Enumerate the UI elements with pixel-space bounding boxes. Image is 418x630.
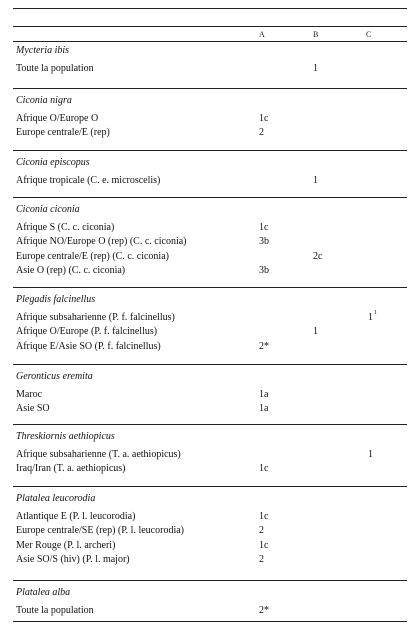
species-heading-row <box>0 493 418 506</box>
population-row <box>0 525 418 538</box>
column-header-b: B <box>313 30 319 39</box>
population-name: Asie SO/S (hiv) (P. l. major) <box>16 554 130 565</box>
population-name: Asie SO <box>16 403 50 414</box>
population-name: Mer Rouge (P. l. archeri) <box>16 539 116 551</box>
group-divider <box>13 580 407 581</box>
population-name: Toute la population <box>16 604 94 616</box>
value-col-a: 3b <box>259 265 269 276</box>
value-col-a: 2 <box>259 525 264 536</box>
value-col-b: 1 <box>313 326 318 337</box>
group-divider <box>13 486 407 487</box>
species-name: Ciconia nigra <box>16 95 72 106</box>
population-row <box>0 251 418 264</box>
population-name: Asie O (rep) (C. c. ciconia) <box>16 265 126 276</box>
group-divider <box>13 88 407 89</box>
value-col-b: 1 <box>313 62 318 74</box>
population-row <box>0 222 418 235</box>
population-row <box>0 605 418 618</box>
value-col-a: 1a <box>259 388 269 400</box>
population-name: Atlantique E (P. l. leucorodia) <box>16 510 136 522</box>
value-col-c: 1 <box>368 311 373 323</box>
column-header-c: C <box>366 30 372 39</box>
species-heading-row <box>0 371 418 384</box>
value-col-a: 1c <box>259 463 269 474</box>
species-heading-row <box>0 95 418 108</box>
species-name: Platalea leucorodia <box>16 493 96 504</box>
population-name: Afrique subsaharienne (T. a. aethiopicus) <box>16 448 181 460</box>
group-divider <box>13 150 407 151</box>
population-name: Afrique O/Europe O <box>16 112 99 124</box>
species-heading-row <box>0 45 418 58</box>
population-row <box>0 341 418 354</box>
population-row <box>0 175 418 188</box>
bottom-rule <box>13 621 407 622</box>
population-row <box>0 449 418 462</box>
population-name: Europe centrale/SE (rep) (P. l. leucorodia) <box>16 525 184 536</box>
population-name: Afrique S (C. c. ciconia) <box>16 221 115 233</box>
value-col-a: 1a <box>259 403 269 414</box>
species-name: Ciconia ciconia <box>16 204 80 215</box>
group-divider <box>13 364 407 365</box>
group-divider <box>13 197 407 198</box>
species-heading-row <box>0 587 418 600</box>
species-name: Ciconia episcopus <box>16 157 90 168</box>
population-name: Europe centrale/E (rep) (C. c. ciconia) <box>16 250 169 262</box>
species-name: Threskiornis aethiopicus <box>16 431 115 442</box>
species-heading-row <box>0 431 418 444</box>
value-col-a: 1c <box>259 539 269 551</box>
population-name: Afrique subsaharienne (P. f. falcinellus) <box>16 311 175 323</box>
population-row: Afrique subsaharienne (P. f. falcinellus) 1 1 <box>16 309 377 323</box>
population-row <box>0 511 418 524</box>
species-heading-row <box>0 294 418 307</box>
population-row <box>0 63 418 76</box>
value-col-a: 1c <box>259 221 269 233</box>
header-bottom-rule <box>13 41 407 42</box>
population-row <box>0 236 418 249</box>
value-col-a: 2* <box>259 604 269 616</box>
column-header-a: A <box>259 30 265 39</box>
population-row <box>0 540 418 553</box>
population-name: Afrique O/Europe (P. f. falcinellus) <box>16 326 158 337</box>
group-divider <box>13 424 407 425</box>
value-col-a: 2* <box>259 340 269 352</box>
population-row <box>0 127 418 140</box>
species-name: Plegadis falcinellus <box>16 294 96 305</box>
value-col-a: 1c <box>259 112 269 124</box>
population-row <box>0 463 418 476</box>
top-rule <box>13 8 407 9</box>
value-col-a: 3b <box>259 236 269 247</box>
population-name: Maroc <box>16 388 43 400</box>
population-row <box>0 403 418 416</box>
population-row <box>0 326 418 339</box>
value-col-a: 2 <box>259 554 264 565</box>
population-name: Afrique tropicale (C. e. microscelis) <box>16 174 161 186</box>
population-name: Iraq/Iran (T. a. aethiopicus) <box>16 463 126 474</box>
species-name: Mycteria ibis <box>16 45 70 56</box>
value-col-c: 1 <box>368 448 373 460</box>
species-heading-row <box>0 204 418 217</box>
header-top-rule <box>13 26 407 27</box>
species-name: Platalea alba <box>16 587 71 598</box>
value-col-a: 2 <box>259 127 264 138</box>
population-row <box>0 265 418 278</box>
population-name: Afrique NO/Europe O (rep) (C. c. ciconia) <box>16 236 187 247</box>
population-row <box>0 554 418 567</box>
species-heading-row <box>0 157 418 170</box>
value-col-b: 1 <box>313 174 318 186</box>
species-name: Geronticus eremita <box>16 371 93 382</box>
population-name: Europe centrale/E (rep) <box>16 127 110 138</box>
value-col-b: 2c <box>313 250 323 262</box>
population-row <box>0 113 418 126</box>
population-name: Toute la population <box>16 62 94 74</box>
group-divider <box>13 287 407 288</box>
value-col-a: 1c <box>259 510 269 522</box>
population-row <box>0 389 418 402</box>
population-name: Afrique E/Asie SO (P. f. falcinellus) <box>16 340 161 352</box>
